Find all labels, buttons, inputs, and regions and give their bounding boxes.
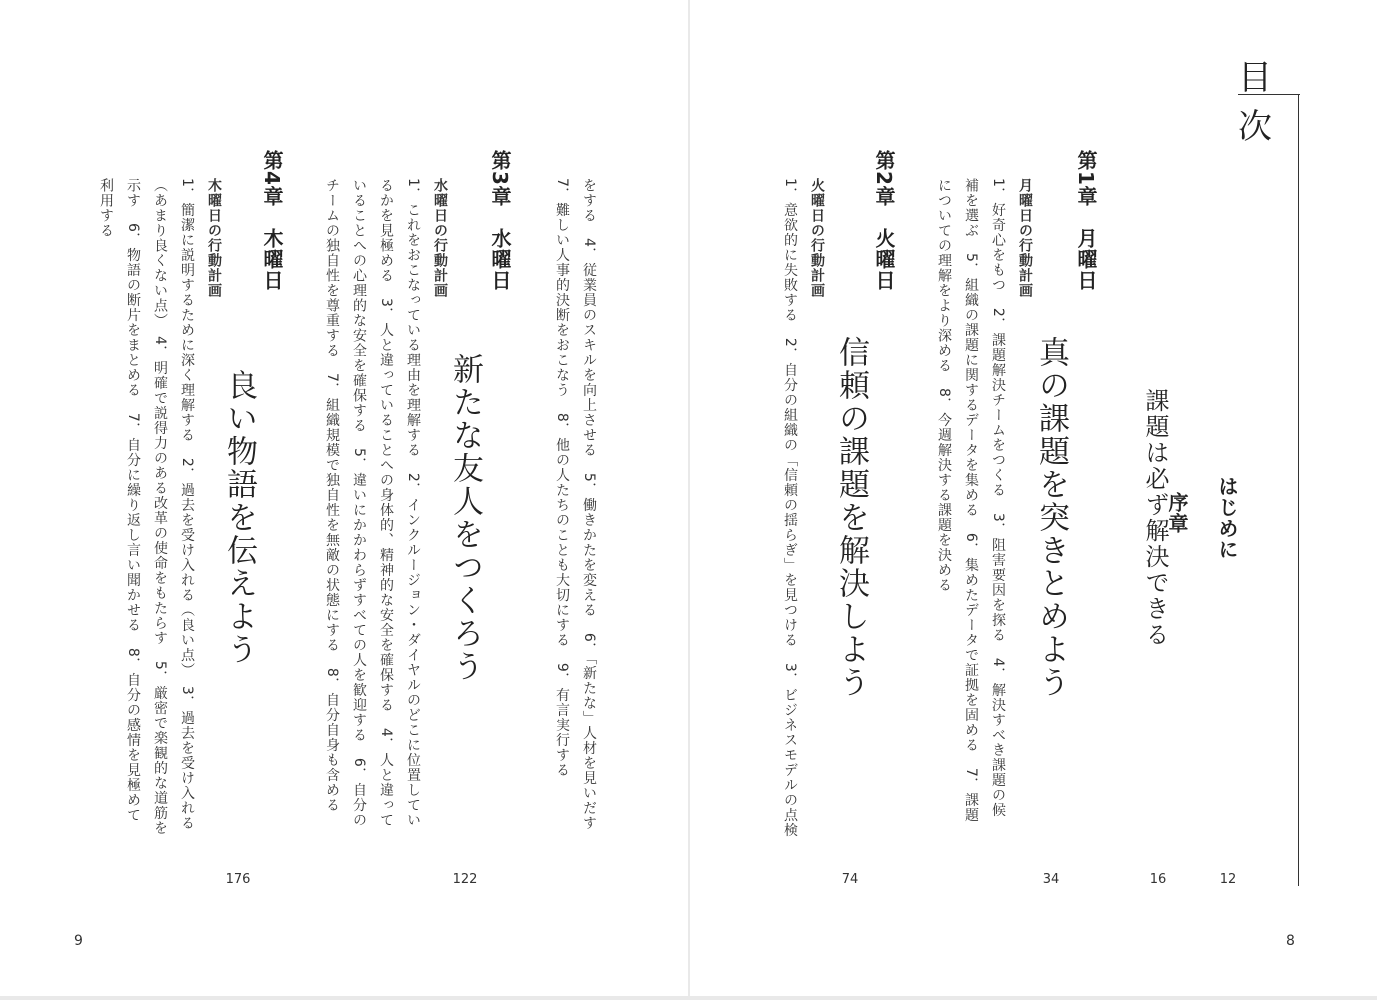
chapter-1-label: 第1章 月曜日 [1074,150,1098,291]
chapter-4-title: 良い物語を伝えよう [221,369,257,666]
chapter-1-title: 真の課題を突きとめよう [1033,336,1069,699]
toc-title: 目次 [1238,58,1275,147]
intro-page-number: 12 [1219,872,1237,887]
chapter-1-plan-block [930,178,1038,878]
plan-heading: 木曜日の行動計画 [206,178,222,298]
plan-line: 1．これをおこなっている理由を理解する 2．インクルージョン・ダイヤルのどこに位置してい [405,178,421,828]
page-number-right: 8 [1286,933,1295,949]
plan-line: 1．意欲的に失敗する 2．自分の組織の「信頼の揺らぎ」を見つける 3．ビジネスモデルの点検 [782,178,798,838]
toc-heading-box [1238,50,1300,886]
intro-label: はじめに [1215,475,1239,560]
prologue-title: 課題は必ず解決できる [1141,387,1169,648]
toc-entry-intro[interactable] [1216,150,1237,885]
plan-line: についての理解をより深める 8．今週解決する課題を決める [936,178,952,593]
chapter-2-title: 信頼の課題を解決しよう [833,336,869,699]
chapter-3-page-number: 122 [452,872,478,887]
plan-line: （あまり良くない点） 4．明確で説得力のある改革の使命をもたらす 5．厳密で楽観的な道筋を [152,178,168,836]
plan-line: 補を選ぶ 5．組織の課題に関するデータを集める 6．集めたデータで証拠を固める 7．課題 [963,178,979,823]
chapter-4-label: 第4章 木曜日 [260,150,284,291]
chapter-4-plan-block [92,178,227,878]
chapter-1-page-number: 34 [1042,872,1060,887]
chapter-2-page-number: 74 [841,872,859,887]
plan-line: 1．好奇心をもつ 2．課題解決チームをつくる 3．阻害要因を探る 4．解決すべき課題の候 [990,178,1006,818]
chapter-3-title: 新たな友人をつくろう [447,352,483,683]
chapter-3-plan-block [318,178,453,878]
plan-line: 利用する [98,178,114,238]
plan-line: チームの独自性を尊重する 7．組織規模で独自性を無敵の状態にする 8．自分自身も含める [324,178,340,813]
plan-line: るかを見極める 3．人と違っていることへの身体的、精神的な安全を確保する 4．人と違って [378,178,394,828]
plan-line: 示す 6．物語の断片をまとめる 7．自分に繰り返し言い聞かせる 8．自分の感情を見極めて [125,178,141,823]
plan-line: 7．難しい人事的決断をおこなう 8．他の人たちのことも大切にする 9．有言実行する [554,178,570,778]
plan-line: 1．簡潔に説明するために深く理解する 2．過去を受け入れる（良い点） 3．過去を受け入れる [179,178,195,831]
left-page [0,0,688,996]
plan-line: をする 4．従業員のスキルを向上させる 5．働きかたを変える 6．「新たな」人材を見いだす [581,178,597,831]
chapter-2-label: 第2章 火曜日 [872,150,896,291]
toc-entry-prologue[interactable] [1142,150,1187,885]
chapter-3-label: 第3章 水曜日 [488,150,512,291]
prologue-page-number: 16 [1149,872,1167,887]
plan-heading: 月曜日の行動計画 [1017,178,1033,298]
chapter-4-page-number: 176 [225,872,251,887]
chapter-2-plan-block [776,178,830,878]
plan-heading: 火曜日の行動計画 [809,178,825,298]
page-number-left: 9 [74,933,83,949]
title-rule-vertical [1298,94,1299,886]
prologue-label: 序章 [1165,491,1189,534]
right-page [690,0,1377,996]
chapter-2-plan-continued [548,178,602,878]
plan-line: いることへの心理的な安全を確保する 5．違いにかかわらずすべての人を歓迎する 6．自分の [351,178,367,828]
plan-heading: 水曜日の行動計画 [432,178,448,298]
title-rule-horizontal [1238,94,1300,95]
toc-entry-chapter-2[interactable] [833,150,869,885]
toc-entry-chapter-1[interactable] [1033,150,1069,885]
